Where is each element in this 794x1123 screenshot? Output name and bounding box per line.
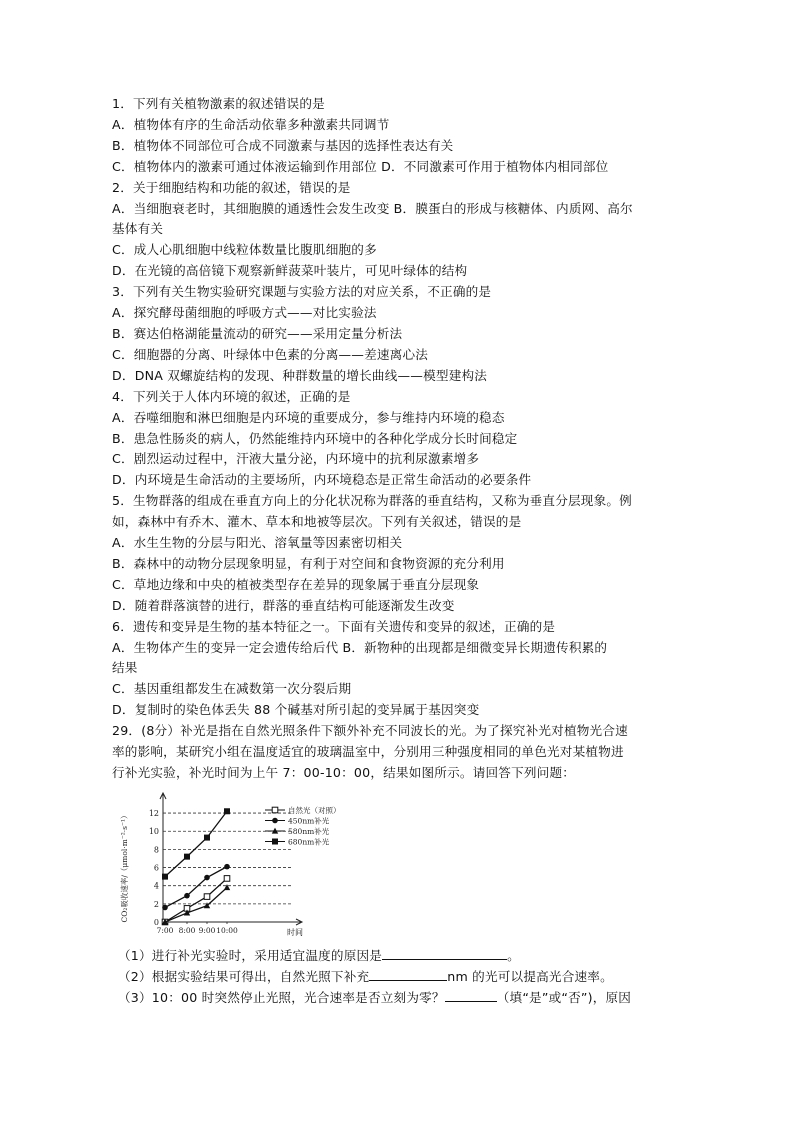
text-line: 率的影响，某研究小组在温度适宜的玻璃温室中，分别用三种强度相同的单色光对某植物进 bbox=[112, 744, 624, 760]
y-axis-label: CO₂吸收速率/（μmol·m⁻²·s⁻¹） bbox=[120, 811, 129, 923]
text-line: 1．下列有关植物激素的叙述错误的是 bbox=[112, 96, 325, 111]
sub-questions bbox=[118, 946, 693, 1009]
text-line: D．随着群落演替的进行，群落的垂直结构可能逐渐发生改变 bbox=[112, 597, 455, 613]
text-line: B．患急性肠炎的病人，仍然能维持内环境中的各种化学成分长时间稳定 bbox=[112, 430, 518, 446]
text-line: 6．遗传和变异是生物的基本特征之一。下面有关遗传和变异的叙述，正确的是 bbox=[112, 618, 556, 634]
text-line: A．水生生物的分层与阳光、溶氧量等因素密切相关 bbox=[112, 535, 403, 551]
data-point bbox=[184, 893, 190, 899]
q1-text: （1）进行补光实验时，采用适宜温度的原因是 bbox=[118, 948, 383, 963]
text-line: A．吞噬细胞和淋巴细胞是内环境的重要成分，参与维持内环境的稳态 bbox=[112, 409, 505, 425]
q3-text: （3）10：00 时突然停止光照，光合速率是否立刻为零？ bbox=[118, 989, 445, 1005]
data-point bbox=[224, 876, 230, 882]
data-point bbox=[224, 884, 230, 890]
q3-suffix: （填“是”或“否”)，原因 bbox=[496, 989, 632, 1005]
legend-label: 680nm补光 bbox=[288, 837, 330, 847]
text-line: A．植物体有序的生命活动依靠多种激素共同调节 bbox=[112, 116, 390, 132]
series-line bbox=[165, 878, 227, 922]
data-point bbox=[204, 894, 210, 900]
text-line: C．基因重组都发生在减数第一次分裂后期 bbox=[112, 681, 352, 697]
q1-suffix: 。 bbox=[507, 948, 520, 963]
question-text bbox=[112, 94, 687, 784]
co2-absorption-chart bbox=[115, 790, 375, 950]
y-tick-label: 10 bbox=[148, 827, 159, 837]
q2-answer-blank[interactable] bbox=[369, 968, 447, 981]
data-point bbox=[162, 874, 168, 880]
sub-question-1 bbox=[118, 946, 693, 967]
data-point bbox=[224, 864, 230, 870]
text-line: B．植物体不同部位可合成不同激素与基因的选择性表达有关 bbox=[112, 137, 454, 153]
x-tick-label: 10:00 bbox=[216, 926, 238, 935]
text-line: 行补光实验，补光时间为上午 7：00-10：00，结果如图所示。请回答下列问题： bbox=[112, 765, 576, 780]
text-line: C．细胞器的分离、叶绿体中色素的分离——差速离心法 bbox=[112, 346, 429, 362]
q3-answer-blank[interactable] bbox=[445, 989, 497, 1002]
y-tick-label: 2 bbox=[153, 899, 159, 909]
data-point bbox=[272, 818, 278, 824]
text-line: B．森林中的动物分层现象明显，有利于对空间和食物资源的充分利用 bbox=[112, 555, 505, 571]
text-line: C．草地边缘和中央的植被类型存在差异的现象属于垂直分层现象 bbox=[112, 576, 480, 592]
legend-label: 自然光（对照） bbox=[288, 806, 341, 815]
text-line: A．探究酵母菌细胞的呼吸方式——对比实验法 bbox=[112, 305, 377, 321]
text-line: D．内环境是生命活动的主要场所，内环境稳态是正常生命活动的必要条件 bbox=[112, 472, 532, 488]
text-line: C．剧烈运动过程中，汗液大量分泌，内环境中的抗利尿激素增多 bbox=[112, 451, 480, 467]
text-line: D．复制时的染色体丢失 88 个碱基对所引起的变异属于基因突变 bbox=[112, 702, 480, 718]
text-line: B．赛达伯格湖能量流动的研究——采用定量分析法 bbox=[112, 325, 403, 341]
y-tick-label: 12 bbox=[148, 809, 159, 819]
text-line: 2．关于细胞结构和功能的叙述，错误的是 bbox=[112, 179, 351, 195]
data-point bbox=[272, 839, 278, 845]
text-line: 基体有关 bbox=[112, 221, 164, 237]
text-line: 3．下列有关生物实验研究课题与实验方法的对应关系，不正确的是 bbox=[112, 284, 492, 300]
text-line: 4．下列关于人体内环境的叙述，正确的是 bbox=[112, 388, 351, 404]
sub-question-2 bbox=[118, 967, 693, 988]
text-line: 如，森林中有乔木、灌木、草本和地被等层次。下列有关叙述，错误的是 bbox=[112, 514, 522, 530]
text-line: D．在光镜的高倍镜下观察新鲜菠菜叶装片，可见叶绿体的结构 bbox=[112, 263, 468, 279]
data-point bbox=[162, 905, 168, 911]
y-tick-label: 8 bbox=[153, 845, 159, 855]
data-point bbox=[204, 835, 210, 841]
text-line: D．DNA 双螺旋结构的发现、种群数量的增长曲线——模型建构法 bbox=[112, 367, 488, 383]
data-point bbox=[184, 854, 190, 860]
text-line: A．生物体产生的变异一定会遗传给后代 B．新物种的出现都是细微变异长期遗传积累的 bbox=[112, 639, 608, 655]
text-line: 29．(8分）补光是指在自然光照条件下额外补充不同波长的光。为了探究补光对植物光合速 bbox=[112, 723, 628, 739]
legend-label: 450nm补光 bbox=[288, 816, 330, 826]
x-axis-label: 时间 bbox=[287, 928, 303, 937]
x-tick-label: 7:00 bbox=[156, 926, 174, 935]
x-tick-label: 9:00 bbox=[198, 926, 216, 935]
y-tick-label: 4 bbox=[153, 881, 159, 891]
q2-suffix: nm 的光可以提高光合速率。 bbox=[447, 968, 613, 984]
q2-text: （2）根据实验结果可得出，自然光照下补充 bbox=[118, 968, 370, 984]
data-point bbox=[204, 875, 210, 881]
legend-label: 580nm补光 bbox=[288, 827, 330, 836]
data-point bbox=[272, 807, 278, 813]
sub-question-3 bbox=[118, 988, 693, 1009]
text-line: A．当细胞衰老时，其细胞膜的通透性会发生改变 B．膜蛋白的形成与核糖体、内质网、高尔 bbox=[112, 200, 633, 216]
text-line: 5．生物群落的组成在垂直方向上的分化状况称为群落的垂直结构，又称为垂直分层现象。例 bbox=[112, 493, 632, 509]
text-line: C．植物体内的激素可通过体液运输到作用部位 D．不同激素可作用于植物体内相同部位 bbox=[112, 158, 609, 174]
text-line: 结果 bbox=[112, 660, 138, 676]
y-tick-label: 6 bbox=[153, 863, 159, 873]
q1-answer-blank[interactable] bbox=[382, 947, 507, 960]
series-line bbox=[165, 811, 227, 876]
x-tick-label: 8:00 bbox=[178, 926, 196, 935]
data-point bbox=[224, 808, 230, 814]
text-line: C．成人心肌细胞中线粒体数量比腹肌细胞的多 bbox=[112, 242, 377, 258]
y-tick-label: 0 bbox=[153, 918, 159, 927]
